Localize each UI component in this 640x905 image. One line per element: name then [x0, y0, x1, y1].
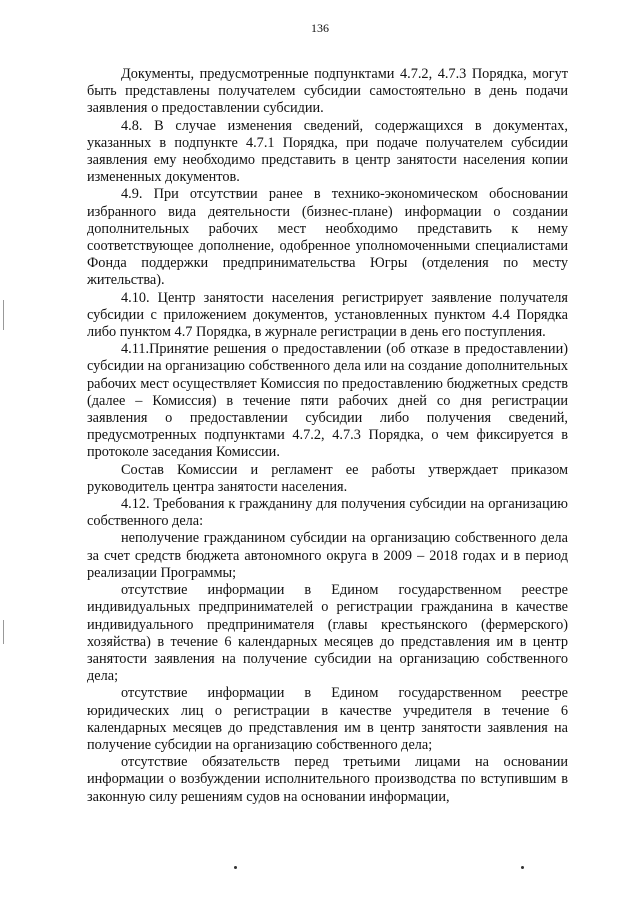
paragraph: отсутствие информации в Едином государственном реестре индивидуальных предпринимателей о регистрации гражданина в качестве индивидуального предпринимателя (главы крестьянского (фермерского) хозяйства) в течение 6 календарных месяцев до представления им в центр занятости заявления на получение субсидии на организацию собственного дела;: [87, 582, 568, 685]
scan-speck: [521, 866, 524, 869]
paragraph: Документы, предусмотренные подпунктами 4.7.2, 4.7.3 Порядка, могут быть представлены получателем субсидии самостоятельно в день подачи заявления о предоставлении субсидии.: [87, 66, 568, 117]
scan-edge-mark: [3, 300, 4, 330]
page-number: 136: [311, 21, 329, 35]
document-body: [87, 66, 568, 806]
paragraph: отсутствие информации в Едином государственном реестре юридических лиц о регистрации в качестве учредителя в течение 6 календарных месяцев до представления им в центр занятости заявления на получение субсидии на организацию собственного дела;: [87, 685, 568, 753]
paragraph: 4.8. В случае изменения сведений, содержащихся в документах, указанных в подпункте 4.7.1 Порядка, при подаче получателем субсидии заявления ему необходимо представить в центр занятости населения копии измененных документов.: [87, 117, 568, 186]
paragraph: отсутствие обязательств перед третьими лицами на основании информации о возбуждении исполнительного производства по вступившим в законную силу решениям судов на основании информации,: [87, 754, 568, 805]
paragraph: Состав Комиссии и регламент ее работы утверждает приказом руководитель центра занятости населения.: [87, 461, 568, 495]
paragraph: 4.12. Требования к гражданину для получения субсидии на организацию собственного дела:: [87, 496, 568, 530]
scan-edge-mark: [3, 620, 4, 644]
paragraph: 4.11.Принятие решения о предоставлении (об отказе в предоставлении) субсидии на организацию собственного дела или на создание дополнительных рабочих мест осуществляет Комиссия по предоставлению бюджетных средств (далее – Комиссия) в течение пяти рабочих дней со дня регистрации заявления о предоставлении субсидии либо получения сведений, предусмотренных подпунктами 4.7.2, 4.7.3 Порядка, о чем фиксируется в протоколе заседания Комиссии.: [87, 341, 568, 461]
paragraph: неполучение гражданином субсидии на организацию собственного дела за счет средств бюджета автономного округа в 2009 – 2018 годах и в период реализации Программы;: [87, 530, 568, 581]
scan-speck: [234, 866, 237, 869]
paragraph: 4.9. При отсутствии ранее в технико-экономическом обосновании избранного вида деятельности (бизнес-плане) информации о создании дополнительных рабочих мест необходимо представить к нему соответствующее дополнение, одобренное уполномоченными специалистами Фонда поддержки предпринимательства Югры (отделения по месту жительства).: [87, 186, 568, 289]
paragraph: 4.10. Центр занятости населения регистрирует заявление получателя субсидии с приложением документов, установленных пунктом 4.4 Порядка либо пунктом 4.7 Порядка, в журнале регистрации в день его поступления.: [87, 289, 568, 341]
